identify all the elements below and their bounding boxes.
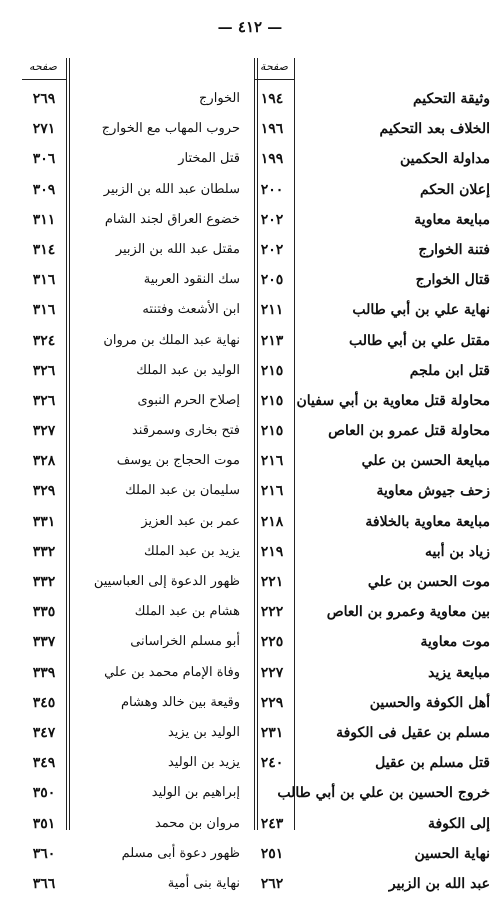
toc-entry-title: إلى الكوفة — [427, 815, 490, 832]
toc-row — [20, 328, 490, 358]
toc-entry-page: ٣١٤ — [32, 241, 56, 258]
toc-entry-page: ٢١٥ — [260, 423, 284, 440]
toc-entry-page: ٣٠٦ — [32, 151, 56, 168]
toc-entry-page: ٣٤٧ — [32, 724, 56, 741]
toc-entry-title: وقيعة بين خالد وهشام — [120, 694, 240, 710]
toc-row — [20, 509, 490, 539]
toc-entry-title: قتل مسلم بن عقيل — [375, 755, 490, 772]
toc-row — [20, 750, 490, 780]
toc-entry-page: ٣٣٢ — [32, 574, 56, 590]
toc-entry-title: بين معاوية وعمرو بن العاص — [326, 604, 490, 621]
toc-entry-page: ١٩٦ — [260, 121, 284, 138]
toc-entry-title: ابن الأشعث وفتنته — [142, 302, 240, 318]
toc-entry-title: نهاية بنى أمية — [167, 875, 240, 891]
toc-row — [20, 841, 490, 871]
toc-row — [20, 660, 490, 690]
toc-entry-title: ظهور الدعوة إلى العباسيين — [93, 574, 240, 589]
toc-entry-title: زحف جيوش معاوية — [376, 483, 490, 500]
toc-entry-page: ٣٤٩ — [32, 755, 56, 772]
toc-entry-title: أهل الكوفة والحسين — [369, 694, 490, 711]
toc-entry-page: ٢١١ — [260, 302, 284, 319]
toc-entry-page: ٣٣١ — [32, 513, 56, 530]
toc-entry-page: ٢٠٥ — [260, 272, 284, 289]
toc-entry-page: ٣٠٩ — [32, 181, 56, 198]
toc-entry-page: ٢١٥ — [260, 362, 284, 379]
toc-entry-page: ٣٤٥ — [32, 694, 56, 711]
toc-row — [20, 207, 490, 237]
toc-entry-title: مبايعة معاوية بالخلافة — [365, 513, 490, 530]
toc-entry-page: ٣٥١ — [32, 815, 56, 832]
toc-row — [20, 388, 490, 418]
toc-entry-page: ٣٢٦ — [32, 362, 56, 379]
toc-entry-title: زياد بن أبيه — [425, 543, 490, 560]
toc-entry-page: ٣٥٠ — [32, 785, 56, 802]
toc-entry-page: ٣١٦ — [32, 302, 56, 319]
toc-entry-title: موت الحسن بن علي — [367, 574, 490, 590]
toc-entry-page: ٢٢٥ — [260, 634, 284, 651]
toc-row — [20, 720, 490, 750]
toc-entry-title: الخلاف بعد التحكيم — [379, 121, 490, 138]
toc-entry-title: خروج الحسين بن علي بن أبي طالب — [277, 785, 490, 802]
toc-entry-title: نهاية الحسين — [414, 845, 490, 862]
toc-row — [20, 116, 490, 146]
toc-entry-title: أبو مسلم الخراسانى — [130, 634, 240, 650]
toc-row — [20, 811, 490, 841]
toc-entry-title: قتال الخوارج — [415, 272, 490, 289]
toc-entry-page: ٢٦٩ — [32, 91, 56, 107]
toc-entry-title: مقتل علي بن أبي طالب — [349, 332, 490, 349]
toc-entry-title: مقتل عبد الله بن الزبير — [115, 241, 240, 257]
toc-entry-page: ٢١٦ — [260, 453, 284, 470]
toc-entry-title: ظهور دعوة أبى مسلم — [121, 845, 240, 861]
toc-row — [20, 177, 490, 207]
toc-entry-page: ٣٣٩ — [32, 664, 56, 681]
toc-entry-title: وفاة الإمام محمد بن علي — [104, 664, 240, 680]
toc-entry-title: مبايعة الحسن بن علي — [361, 453, 490, 470]
toc-entry-title: وثيقة التحكيم — [412, 91, 490, 107]
toc-row — [20, 629, 490, 659]
toc-entry-title: سليمان بن عبد الملك — [125, 483, 240, 499]
table-of-contents — [20, 86, 490, 901]
toc-entry-page: ٣١١ — [32, 211, 56, 228]
toc-entry-title: هشام بن عبد الملك — [134, 604, 240, 620]
toc-row — [20, 569, 490, 599]
toc-entry-title: موت الحجاج بن يوسف — [116, 453, 240, 469]
toc-row — [20, 871, 490, 901]
toc-entry-page: ٢٤٠ — [260, 755, 284, 772]
toc-row — [20, 297, 490, 327]
toc-row — [20, 780, 490, 810]
toc-row — [20, 267, 490, 297]
toc-entry-title: خضوع العراق لجند الشام — [104, 211, 240, 227]
toc-entry-page: ٣٢٦ — [32, 392, 56, 409]
toc-entry-page: ٢١٩ — [260, 543, 284, 560]
toc-entry-title: إعلان الحكم — [420, 181, 490, 198]
toc-entry-title: يزيد بن عبد الملك — [144, 543, 240, 559]
header-rule — [22, 79, 66, 80]
toc-entry-page: ٢١٣ — [260, 332, 284, 349]
toc-row — [20, 237, 490, 267]
toc-row — [20, 358, 490, 388]
toc-entry-title: مسلم بن عقيل فى الكوفة — [336, 724, 490, 741]
toc-entry-page: ٢٥١ — [260, 845, 284, 862]
toc-row — [20, 418, 490, 448]
toc-entry-page: ٢٢٢ — [260, 604, 284, 621]
toc-entry-page: ٢٠٠ — [260, 181, 284, 198]
toc-entry-page: ٣٢٩ — [32, 483, 56, 500]
toc-entry-title: موت معاوية — [420, 634, 490, 651]
page-number: — ٤١٢ — — [217, 18, 283, 36]
toc-entry-title: محاولة قتل معاوية بن أبي سفيان — [296, 392, 490, 409]
toc-entry-page: ٣٦٦ — [32, 875, 56, 892]
toc-entry-title: مروان بن محمد — [154, 815, 240, 831]
toc-entry-page: ٣٢٧ — [32, 423, 56, 440]
toc-row — [20, 478, 490, 508]
toc-entry-page: ١٩٤ — [260, 91, 284, 107]
toc-entry-page: ٣٣٢ — [32, 543, 56, 560]
toc-entry-title: الوليد بن عبد الملك — [136, 362, 240, 378]
toc-entry-title: محاولة قتل عمرو بن العاص — [328, 423, 490, 440]
toc-entry-page: ٢٢٩ — [260, 694, 284, 711]
toc-entry-title: سك النقود العربية — [143, 272, 240, 288]
toc-entry-title: نهاية علي بن أبي طالب — [352, 302, 490, 319]
toc-entry-title: مبايعة معاوية — [414, 211, 490, 228]
toc-entry-page: ٢١٨ — [260, 513, 284, 530]
left-page-column-header: صفحه — [29, 60, 57, 73]
toc-entry-title: قتل ابن ملجم — [409, 362, 490, 379]
toc-entry-title: مداولة الحكمين — [399, 151, 490, 168]
toc-entry-title: فتنة الخوارج — [418, 241, 490, 258]
toc-entry-page: ٣٢٨ — [32, 453, 56, 470]
toc-entry-page: ٢٤٣ — [260, 815, 284, 832]
toc-entry-title: سلطان عبد الله بن الزبير — [103, 181, 240, 197]
toc-entry-page: ٣٦٠ — [32, 845, 56, 862]
toc-entry-title: يزيد بن الوليد — [167, 755, 240, 771]
toc-entry-title: قتل المختار — [178, 151, 240, 167]
toc-entry-title: فتح بخارى وسمرقند — [131, 423, 240, 439]
toc-entry-page: ٢٦٢ — [260, 875, 284, 892]
header-rule — [254, 79, 294, 80]
toc-entry-page: ٣٢٤ — [32, 332, 56, 349]
toc-entry-title: مبايعة يزيد — [428, 664, 490, 681]
toc-row — [20, 690, 490, 720]
toc-entry-page: ٢٠٢ — [260, 211, 284, 228]
right-page-column-header: صفحة — [260, 60, 288, 73]
toc-entry-page: ٣١٦ — [32, 272, 56, 289]
toc-row — [20, 539, 490, 569]
toc-entry-title: الخوارج — [199, 91, 240, 106]
toc-row — [20, 448, 490, 478]
toc-entry-page: ١٩٩ — [260, 151, 284, 168]
toc-entry-page: ٣٣٥ — [32, 604, 56, 621]
toc-entry-title: نهاية عبد الملك بن مروان — [103, 332, 240, 348]
toc-entry-page: ٢١٦ — [260, 483, 284, 500]
toc-row — [20, 86, 490, 116]
toc-entry-page: ٢١٥ — [260, 392, 284, 409]
toc-entry-title: حروب المهاب مع الخوارج — [101, 121, 240, 137]
toc-row — [20, 146, 490, 176]
toc-entry-title: عمر بن عبد العزيز — [141, 513, 240, 529]
toc-entry-page: ٢٢٧ — [260, 664, 284, 681]
toc-entry-page: ٢٧١ — [32, 121, 56, 138]
toc-entry-title: الوليد بن يزيد — [167, 724, 240, 740]
toc-entry-page: ٢٣١ — [260, 724, 284, 741]
toc-entry-page: ٢٢١ — [260, 574, 284, 590]
toc-entry-page: ٢٠٢ — [260, 241, 284, 258]
toc-row — [20, 599, 490, 629]
toc-entry-title: إصلاح الحرم النبوى — [137, 392, 240, 408]
toc-entry-title: عبد الله بن الزبير — [388, 875, 490, 892]
toc-entry-page: ٣٣٧ — [32, 634, 56, 651]
toc-entry-title: إبراهيم بن الوليد — [151, 785, 240, 801]
